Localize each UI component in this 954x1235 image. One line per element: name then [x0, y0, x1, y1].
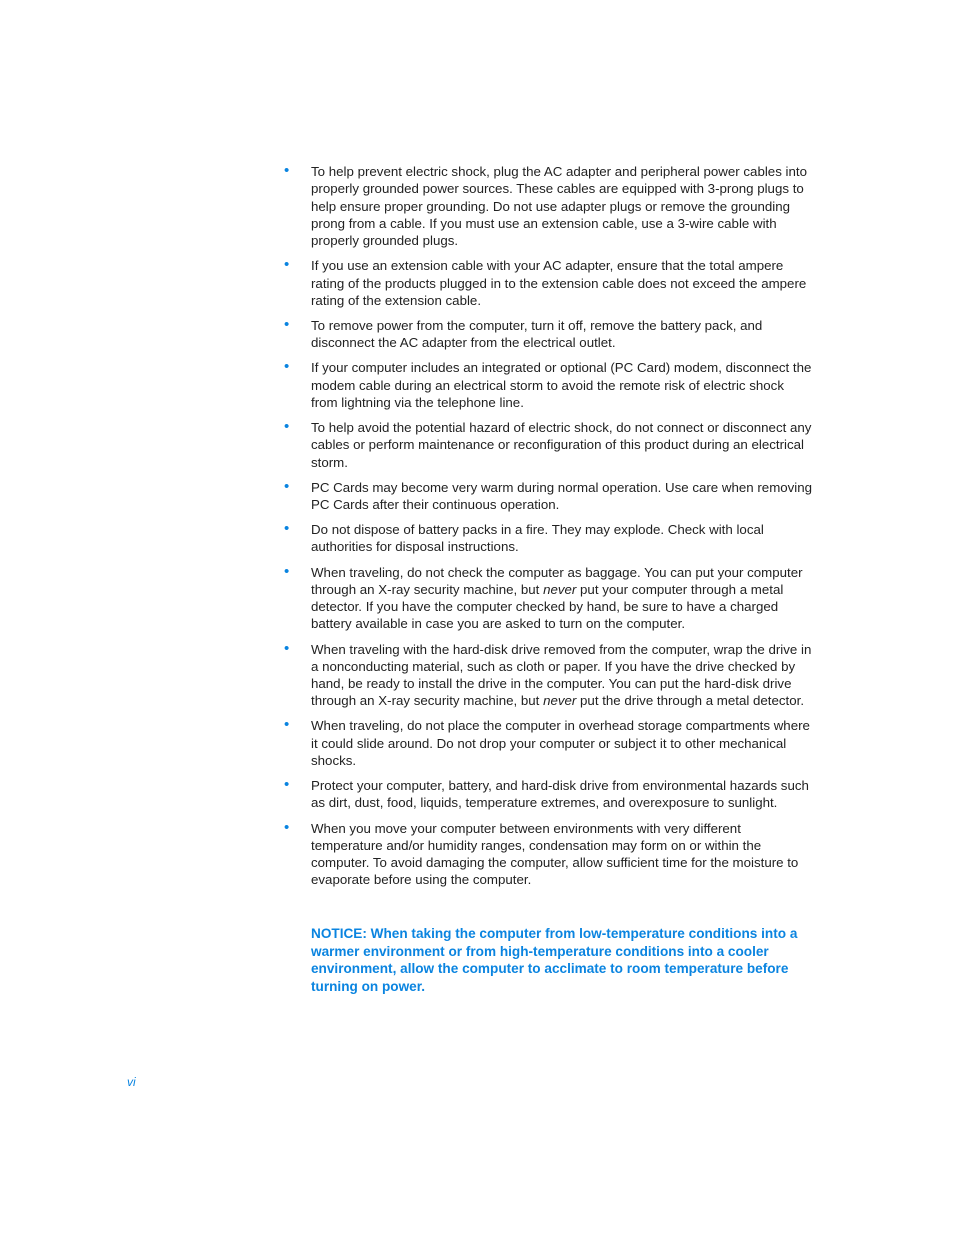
bullet-item	[284, 777, 814, 812]
bullet-item	[284, 163, 814, 249]
bullet-icon: •	[284, 776, 290, 794]
bullet-text: To help prevent electric shock, plug the AC adapter and peripheral power cables into properly grounded power sources. These cables are equipped with 3-prong plugs to help ensure proper grounding. Do not use adapter plugs or remove the grounding prong from a cable. If you must use an extension cable, use a 3-wire cable with properly grounded plugs.	[311, 164, 807, 249]
bullet-item	[284, 521, 814, 556]
bullet-item	[284, 479, 814, 514]
bullet-text: When traveling with the hard-disk drive removed from the computer, wrap the drive in a nonconducting material, such as cloth or paper. If you have the drive checked by hand, be ready to install the drive in the computer. You can put the hard-disk drive through an X-ray security machine, but	[311, 641, 812, 709]
emphasis-text: never	[543, 581, 577, 597]
bullet-icon: •	[284, 358, 290, 376]
emphasis-text: never	[543, 693, 577, 709]
notice-text: NOTICE: When taking the computer from low-temperature conditions into a warmer environment or from high-temperature conditions into a cooler environment, allow the computer to acclimate to room temperature before turning on power.	[311, 926, 798, 994]
bullet-item	[284, 419, 814, 471]
bullet-text: PC Cards may become very warm during normal operation. Use care when removing PC Cards after their continuous operation.	[311, 479, 813, 513]
bullet-icon: •	[284, 162, 290, 179]
bullet-text: put your computer through a metal detector. If you have the computer checked by hand, be sure to have a charged battery available in case you are asked to turn on the computer.	[311, 581, 784, 632]
bullet-icon: •	[284, 477, 290, 495]
bullet-item	[284, 359, 814, 411]
bullet-item	[284, 820, 814, 889]
bullet-icon: •	[284, 639, 290, 657]
bullet-icon: •	[284, 716, 290, 734]
bullet-icon: •	[284, 818, 290, 836]
bullet-icon: •	[284, 520, 290, 538]
bullet-text: When traveling, do not place the computer in overhead storage compartments where it could slide around. Do not drop your computer or subject it to other mechanical shocks.	[311, 718, 810, 769]
bullet-text: Protect your computer, battery, and hard-disk drive from environmental hazards such as dirt, dust, food, liquids, temperature extremes, and overexposure to sunlight.	[311, 778, 809, 811]
bullet-text: If you use an extension cable with your AC adapter, ensure that the total ampere rating of the products plugged in to the extension cable does not exceed the ampere rating of the extension cable.	[311, 258, 807, 308]
bullet-item	[284, 717, 814, 769]
bullet-icon: •	[284, 562, 290, 580]
bullet-text: To help avoid the potential hazard of electric shock, do not connect or disconnect any cables or perform maintenance or reconfiguration of this product during an electrical storm.	[311, 420, 812, 470]
bullet-icon: •	[284, 256, 290, 274]
bullet-text: When traveling, do not check the computer as baggage. You can put your computer through an X-ray security machine, but	[311, 564, 803, 597]
bullet-text: Do not dispose of battery packs in a fire. They may explode. Check with local authorities for disposal instructions.	[311, 522, 764, 555]
bullet-text: put the drive through a metal detector.	[576, 693, 805, 709]
bullet-text: To remove power from the computer, turn it off, remove the battery pack, and disconnect the AC adapter from the electrical outlet.	[311, 317, 763, 351]
safety-bullet-list	[284, 163, 814, 897]
bullet-item	[284, 641, 814, 710]
bullet-item	[284, 257, 814, 309]
bullet-icon: •	[284, 315, 290, 333]
page-number: vi	[127, 1075, 136, 1089]
bullet-text: When you move your computer between environments with very different temperature and/or humidity ranges, condensation may form on or within the computer. To avoid damaging the computer, allow sufficient time for the moisture to evaporate before using the computer.	[311, 820, 799, 888]
bullet-item	[284, 564, 814, 633]
bullet-item	[284, 317, 814, 352]
bullet-icon: •	[284, 418, 290, 436]
bullet-text: If your computer includes an integrated or optional (PC Card) modem, disconnect the modem cable during an electrical storm to avoid the remote risk of electric shock from lightning via the telephone line.	[311, 360, 812, 410]
